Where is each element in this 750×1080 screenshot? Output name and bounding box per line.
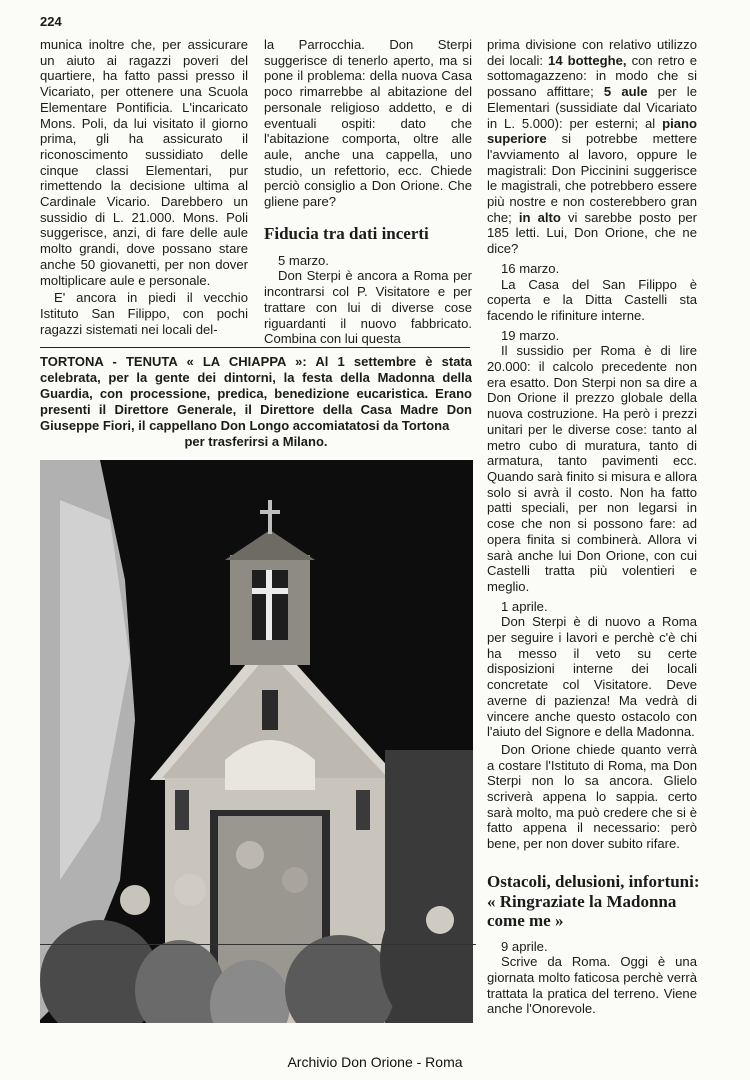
footer-archive: Archivio Don Orione - Roma [287,1054,463,1070]
paragraph: Don Sterpi è di nuovo a Roma per seguire i lavori e perchè c'è chi ha messo il veto su certe disposizioni interne dei locali concretate col Visitatore. Deve averne di pazienza! Ma vedrà di vincere anche questo ostacolo con l'aiuto del Signore e della Madonna. [487,614,697,740]
date-line: 19 marzo. [501,327,560,343]
paragraph: Scrive da Roma. Oggi è una giornata molto faticosa perchè verrà trattata la pratica del terreno. Viene anche l'Onorevole. [487,954,697,1017]
paragraph: la Parrocchia. Don Sterpi suggerisce di tenerlo aperto, ma si pone il problema: della nuova Casa poco rimarrebbe al abitazione del personale religioso addetto, e di eventuali ospiti: dato che l'abitazione comporta, oltre alle aule, anche una cappella, uno studio, un refettorio, ecc. Chiede perciò consiglio a Don Orione. Che gliene pare? [264,37,472,210]
text-column-3 [487,37,697,854]
section-heading-block [487,872,701,1019]
caption-text: TORTONA - TENUTA « LA CHIAPPA »: Al 1 settembre è stata celebrata, per la gente dei dintorni, la festa della Madonna della Guardia, con processione, predica, benedizione eucaristica. Erano presenti il Direttore Generale, il Direttore della Casa Madre Don Giuseppe Fiori, il cappellano Don Longo accomiatatosi da Tortona [40,354,472,433]
date-line: 9 aprile. [501,938,548,954]
divider [40,347,470,348]
caption-text-last: per trasferirsi a Milano. [184,434,328,449]
paragraph: Don Orione chiede quanto verrà a costare l'Istituto di Roma, ma Don Sterpi non lo sa ancora. Glielo scriverà appena lo sappia. certo sarà molto, ma può credere che si è fatto appena il necessario: però bene, per non dover subito rifare. [487,741,697,852]
page-number: 224 [40,14,62,29]
section-heading: Ostacoli, delusioni, infortuni: « Ringraziate la Madonna come me » [487,872,700,930]
chapel-illustration [40,460,473,1023]
date-line: 5 marzo. [278,252,329,268]
text-column-1 [40,37,248,339]
date-line: 1 aprile. [501,598,548,614]
paragraph: E' ancora in piedi il vecchio Istituto San Filippo, con pochi ragazzi sistemati nei locali del- [40,290,248,337]
paragraph: Il sussidio per Roma è di lire 20.000: il calcolo precedente non era esatto. Don Sterpi non sa dire a Don Orione il prezzo globale della nuova costruzione. Ha però i prezzi unitari per le diverse cose: tanto al metro cubo di muratura, tanto di armatura, tanto pavimenti ecc. Quando sarà finito si misura e allora solo si avrà il costo. Non ha fatto patti speciali, per non legarsi in cose che non si possono fare: ad opera finita si combinerà. Allora vi sarà anche lui Don Orione, con cui Castelli tratta più volentieri e meglio. [487,343,697,594]
date-line: 16 marzo. [501,260,560,276]
paragraph: La Casa del San Filippo è coperta e la Ditta Castelli sta facendo le rifiniture interne. [487,276,697,323]
photo-caption [40,354,472,450]
paragraph: Don Sterpi è ancora a Roma per incontrarsi col P. Visitatore e per trattare con lui di diverse cose riguardanti il nuovo fabbricato. Combina con lui questa [264,268,472,347]
text-column-2 [264,37,472,349]
chapel-photo [40,460,473,1023]
paragraph: prima divisione con relativo utilizzo dei locali: 14 botteghe, con retro e sottomagazzeno: in modo che si possano affittare; 5 aule per le Elementari (sussidiate dal Vicariato in L. 5.000): per esterni; al piano superiore si potrebbe mettere l'avviamento al lavoro, oppure le magistrali: Don Piccinini suggerisce le magistrali, che potrebbero essere più nostre e non costerebbero gran che; in alto vi sarebbe posto per 185 letti. Lui, Don Orione, che ne dice? [487,37,697,257]
divider [40,944,476,945]
section-heading: Fiducia tra dati incerti [264,223,429,243]
paragraph: munica inoltre che, per assicurare un aiuto ai ragazzi poveri del quartiere, ha fatto passi presso il Vicariato, per ottenere una Scuola Elementare Pontificia. L'incaricato Mons. Poli, da lui visitato il giorno prima, gli ha assicurato il riconoscimento sussidiato delle cinque classi Elementari, pur rimettendo la decisione ultima al Cardinale Vicario. Darebbero un sussidio di L. 21.000. Mons. Poli suggerisce, anzi, di fare delle aule molto grandi, dove possano stare anche 50 giovanetti, per non dover moltiplicare aule e personale. [40,37,248,288]
